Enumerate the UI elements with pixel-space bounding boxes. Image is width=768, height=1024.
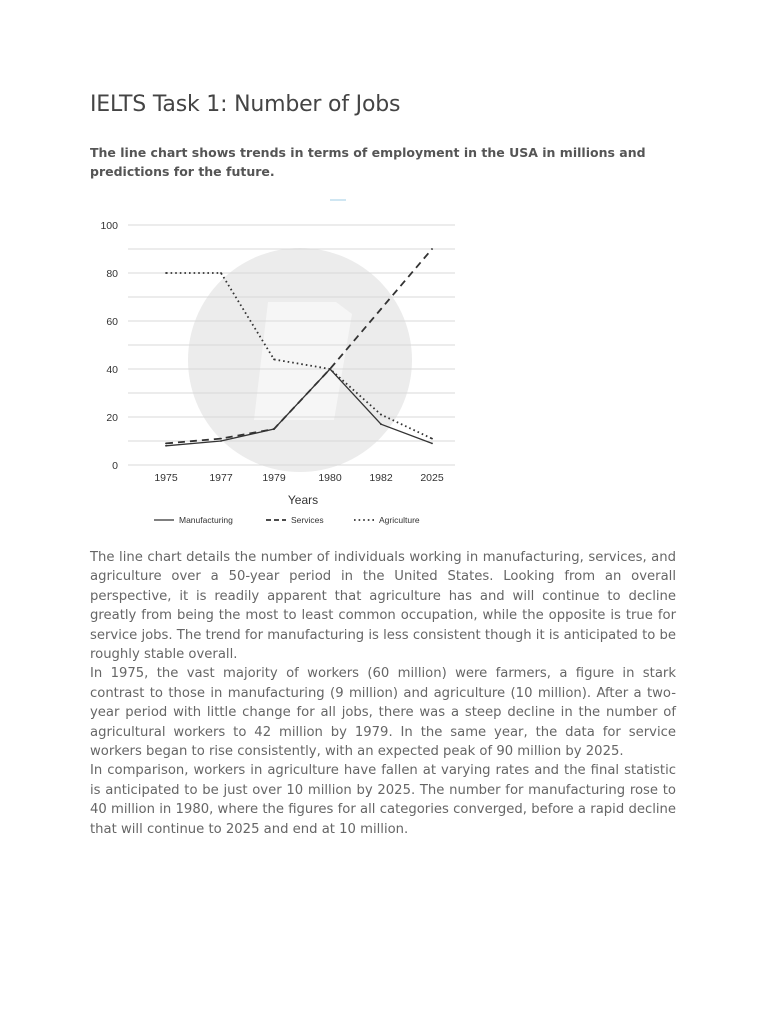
data-point bbox=[220, 438, 222, 440]
legend-label: Agriculture bbox=[379, 515, 420, 525]
x-axis-label: Years bbox=[287, 493, 319, 507]
line-chart bbox=[90, 210, 470, 540]
data-point bbox=[380, 308, 382, 310]
data-point bbox=[220, 272, 222, 274]
y-tick-label: 60 bbox=[106, 316, 118, 328]
data-point bbox=[380, 423, 382, 425]
data-point bbox=[431, 438, 433, 440]
x-tick-label: 1982 bbox=[369, 472, 393, 484]
paragraph: In 1975, the vast majority of workers (60 million) were farmers, a figure in stark contrast to those in manufacturing (9 million) and agriculture (10 million). After a two-year period with little change for all jobs, there was a steep decline in the number of agricultural workers to 42 million by 1979. In the same year, the data for service workers began to rise consistently, with an expected peak of 90 million by 2025. bbox=[90, 666, 676, 760]
data-point bbox=[431, 248, 433, 250]
data-point bbox=[273, 359, 275, 361]
x-axis-ticks bbox=[154, 472, 444, 484]
data-point bbox=[165, 445, 167, 447]
y-axis-ticks bbox=[100, 220, 118, 472]
y-tick-label: 0 bbox=[112, 460, 118, 472]
data-point bbox=[220, 440, 222, 442]
chart-description: The line chart shows trends in terms of employment in the USA in millions and predictions for the future. bbox=[90, 145, 646, 179]
data-point bbox=[329, 368, 331, 370]
x-tick-label: 1975 bbox=[154, 472, 178, 484]
x-tick-label: 1980 bbox=[318, 472, 342, 484]
y-tick-label: 40 bbox=[106, 364, 118, 376]
paragraph: In comparison, workers in agriculture have fallen at varying rates and the final statistic is anticipated to be just over 10 million by 2025. The number for manufacturing rose to 40 million in 1980, where the figures for all categories converged, before a rapid decline that will continue to 2025 and end at 10 million. bbox=[90, 763, 676, 837]
x-tick-label: 1979 bbox=[262, 472, 286, 484]
x-tick-label: 1977 bbox=[209, 472, 233, 484]
legend-label: Manufacturing bbox=[179, 515, 233, 525]
x-tick-label: 2025 bbox=[420, 472, 444, 484]
chart-legend bbox=[154, 515, 420, 525]
body-text bbox=[90, 548, 676, 839]
data-point bbox=[165, 443, 167, 445]
y-tick-label: 20 bbox=[106, 412, 118, 424]
data-point bbox=[380, 414, 382, 416]
data-point bbox=[165, 272, 167, 274]
legend-label: Services bbox=[291, 515, 324, 525]
paragraph: The line chart details the number of individuals working in manufacturing, services, and agriculture over a 50-year period in the United States. Looking from an overall perspective, it is readily apparent that agriculture has and will continue to decline greatly from being the most to least common occupation, while the opposite is true for service jobs. The trend for manufacturing is less consistent though it is anticipated to be roughly stable overall. bbox=[90, 550, 676, 663]
divider-mark bbox=[330, 199, 346, 201]
data-point bbox=[431, 443, 433, 445]
page-title: IELTS Task 1: Number of Jobs bbox=[90, 92, 401, 117]
data-point bbox=[273, 428, 275, 430]
y-tick-label: 100 bbox=[100, 220, 118, 232]
y-tick-label: 80 bbox=[106, 268, 118, 280]
